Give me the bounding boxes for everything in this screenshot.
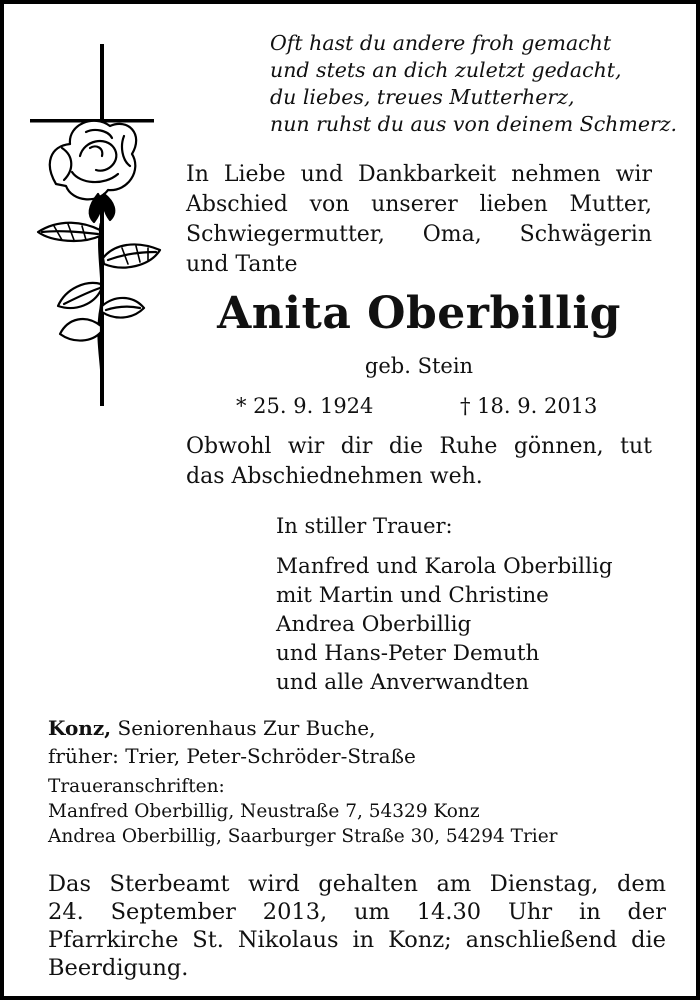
- intro-line: In Liebe und Dankbarkeit nehmen wir: [186, 162, 652, 187]
- poem-line: nun ruhst du aus von deinem Schmerz.: [270, 112, 678, 136]
- quote-line: Obwohl wir dir die Ruhe gönnen, tut: [186, 434, 652, 459]
- mourner-line: Andrea Oberbillig: [276, 612, 472, 637]
- intro-line: Abschied von unserer lieben Mutter,: [186, 192, 652, 217]
- poem: [270, 30, 690, 138]
- mourner-line: Manfred und Karola Oberbillig: [276, 554, 613, 579]
- service-line: Beerdigung.: [48, 955, 189, 981]
- farewell-quote: [186, 432, 652, 492]
- deceased-name: Anita Oberbillig: [217, 288, 621, 339]
- mourners-heading: In stiller Trauer:: [276, 514, 453, 538]
- intro-text: [186, 160, 652, 280]
- mourner-line: mit Martin und Christine: [276, 583, 549, 608]
- death-date: † 18. 9. 2013: [460, 394, 598, 418]
- service-line: Pfarrkirche St. Nikolaus in Konz; anschließend die: [48, 927, 666, 953]
- mourners-list: [276, 552, 613, 697]
- address-line: Manfred Oberbillig, Neustraße 7, 54329 Konz: [48, 801, 480, 822]
- service-line: 24. September 2013, um 14.30 Uhr in der: [48, 899, 666, 925]
- residence-info: [48, 714, 416, 770]
- mourner-line: und alle Anverwandten: [276, 670, 529, 695]
- mourner-line: und Hans-Peter Demuth: [276, 641, 540, 666]
- former-residence: früher: Trier, Peter-Schröder-Straße: [48, 744, 416, 768]
- residence-town: Konz,: [48, 716, 112, 740]
- funeral-service-info: [48, 870, 666, 982]
- mourning-addresses: [48, 774, 558, 849]
- intro-line: Schwiegermutter, Oma, Schwägerin: [186, 222, 652, 247]
- residence-place: Seniorenhaus Zur Buche,: [111, 716, 376, 740]
- cross-with-rose-illustration: [24, 44, 174, 414]
- poem-line: du liebes, treues Mutterherz,: [270, 85, 575, 109]
- residence-line: [48, 714, 416, 742]
- address-line: Andrea Oberbillig, Saarburger Straße 30, 54294 Trier: [48, 826, 558, 847]
- intro-line: und Tante: [186, 252, 298, 277]
- birth-date: * 25. 9. 1924: [236, 394, 374, 418]
- poem-line: Oft hast du andere froh gemacht: [270, 31, 612, 55]
- rose-icon: [38, 121, 160, 394]
- service-line: Das Sterbeamt wird gehalten am Dienstag, dem: [48, 871, 666, 897]
- cross-icon: [30, 44, 154, 406]
- poem-line: und stets an dich zuletzt gedacht,: [270, 58, 622, 82]
- maiden-name: geb. Stein: [364, 354, 474, 378]
- quote-line: das Abschiednehmen weh.: [186, 464, 483, 489]
- addresses-heading: Traueranschriften:: [48, 776, 225, 797]
